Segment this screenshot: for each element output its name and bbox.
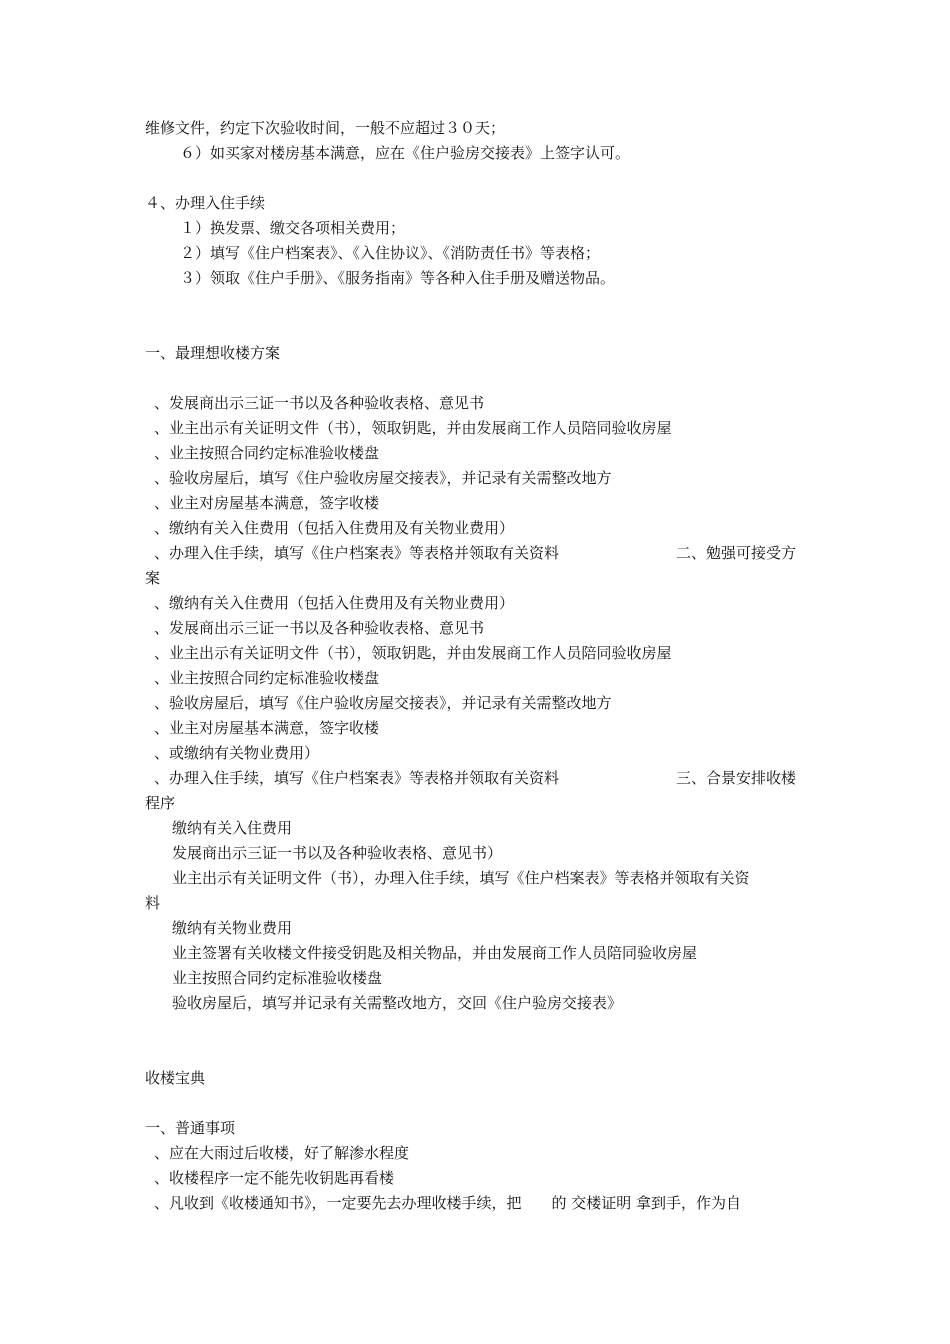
list-item: ３）领取《住户手册》、《服务指南》等各种入住手册及赠送物品。	[180, 269, 616, 287]
list-item: 验收房屋后，填写并记录有关需整改地方，交回《住户验房交接表》	[172, 994, 623, 1012]
list-item: 、业主对房屋基本满意，签字收楼	[154, 719, 380, 737]
list-item: 、发展商出示三证一书以及各种验收表格、意见书	[154, 619, 485, 637]
list-item: 、业主按照合同约定标准验收楼盘	[154, 444, 380, 462]
list-item: 、业主按照合同约定标准验收楼盘	[154, 669, 380, 687]
section-heading: ４、办理入住手续	[145, 194, 266, 212]
list-item: 、验收房屋后，填写《住户验收房屋交接表》，并记录有关需整改地方	[154, 469, 612, 487]
section-heading-wrap: 程序	[145, 794, 176, 812]
list-item: 、或缴纳有关物业费用）	[154, 744, 320, 762]
page-section-title: 收楼宝典	[145, 1069, 206, 1087]
section-heading: 一、普通事项	[145, 1119, 236, 1137]
list-item: 、业主出示有关证明文件（书），领取钥匙，并由发展商工作人员陪同验收房屋	[154, 419, 672, 437]
list-item: 、缴纳有关入住费用（包括入住费用及有关物业费用）	[154, 594, 515, 612]
section-heading: 一、最理想收楼方案	[145, 344, 281, 362]
list-item: 、办理入住手续，填写《住户档案表》等表格并领取有关资料	[154, 544, 560, 562]
list-item: 、缴纳有关入住费用（包括入住费用及有关物业费用）	[154, 519, 515, 537]
list-item: ２）填写《住户档案表》、《入住协议》、《消防责任书》等表格；	[180, 244, 601, 262]
list-item: 发展商出示三证一书以及各种验收表格、意见书）	[172, 844, 503, 862]
text-line: 维修文件，约定下次验收时间，一般不应超过３０天；	[145, 119, 506, 137]
list-item: 、发展商出示三证一书以及各种验收表格、意见书	[154, 394, 485, 412]
list-item: 、凡收到《收楼通知书》，一定要先去办理收楼手续，把 的 交楼证明 拿到手，作为自	[154, 1194, 742, 1212]
list-item: 、收楼程序一定不能先收钥匙再看楼	[154, 1169, 395, 1187]
list-item: 业主按照合同约定标准验收楼盘	[172, 969, 383, 987]
list-item: 业主出示有关证明文件（书），办理入住手续，填写《住户档案表》等表格并领取有关资	[172, 869, 750, 887]
section-heading: 二、勉强可接受方	[676, 544, 797, 562]
list-item: １）换发票、缴交各项相关费用；	[180, 219, 406, 237]
list-item: 、业主对房屋基本满意，签字收楼	[154, 494, 380, 512]
text-line: ６）如买家对楼房基本满意，应在《住户验房交接表》上签字认可。	[180, 144, 631, 162]
list-item: 业主签署有关收楼文件接受钥匙及相关物品，并由发展商工作人员陪同验收房屋	[172, 944, 698, 962]
list-item: 缴纳有关物业费用	[172, 919, 293, 937]
list-item: 、业主出示有关证明文件（书），领取钥匙，并由发展商工作人员陪同验收房屋	[154, 644, 672, 662]
list-item: 、办理入住手续，填写《住户档案表》等表格并领取有关资料	[154, 769, 560, 787]
list-item: 、应在大雨过后收楼，好了解渗水程度	[154, 1144, 410, 1162]
list-item: 、验收房屋后，填写《住户验收房屋交接表》，并记录有关需整改地方	[154, 694, 612, 712]
section-heading: 三、合景安排收楼	[676, 769, 797, 787]
list-item: 缴纳有关入住费用	[172, 819, 293, 837]
list-item-wrap: 料	[145, 894, 161, 912]
section-heading-wrap: 案	[145, 569, 161, 587]
